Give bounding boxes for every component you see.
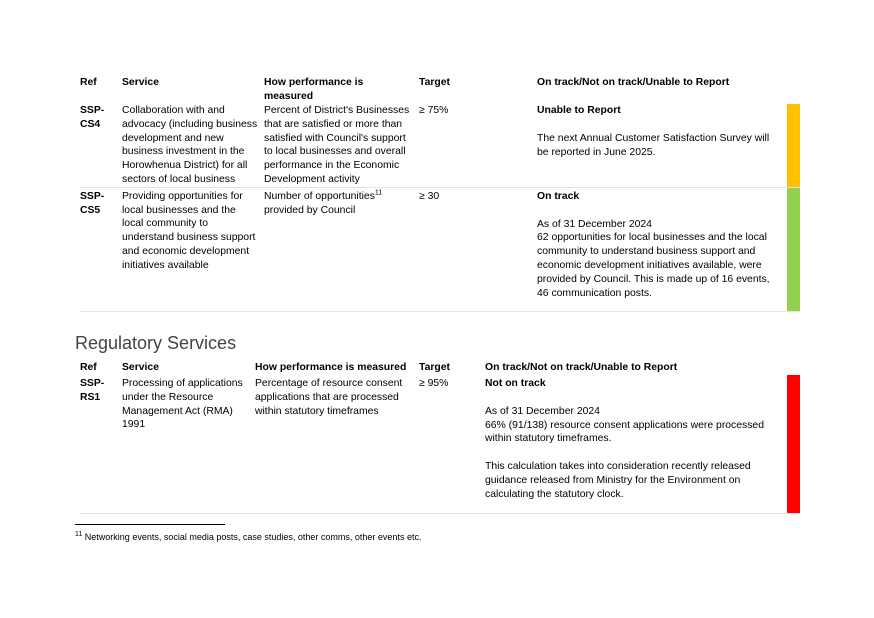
footnote-number: 11 xyxy=(75,531,83,538)
header-measure: How performance is measured xyxy=(264,77,364,102)
status-cell xyxy=(537,104,787,187)
status-cell xyxy=(485,375,787,513)
header-status: On track/Not on track/Unable to Report xyxy=(537,77,730,88)
status-comment: 62 opportunities for local businesses and the local community to understand business support and economic development initiatives available, were provided by Council. This is made up of 16 events, 46 communication posts. xyxy=(537,232,770,299)
table-row xyxy=(80,104,800,187)
footnote-text: Networking events, social media posts, case studies, other comms, other events etc. xyxy=(84,532,422,542)
table-row xyxy=(80,375,800,513)
section-title: Regulatory Services xyxy=(75,333,237,353)
table-row xyxy=(80,187,800,311)
status-label: On track xyxy=(537,190,580,202)
footnote-ref: 11 xyxy=(374,189,383,197)
regulatory-services-table xyxy=(80,361,800,514)
service-cell: Providing opportunities for local businesses and the local community to understand business support and economic development initiatives available xyxy=(122,187,264,311)
status-label: Not on track xyxy=(485,378,546,389)
footnote xyxy=(75,532,421,542)
status-comment: 66% (91/138) resource consent applications were processed within statutory timeframes. xyxy=(485,419,764,445)
header-measure: How performance is measured xyxy=(255,362,407,373)
header-service: Service xyxy=(122,362,159,373)
service-cell: Processing of applications under the Resource Management Act (RMA) 1991 xyxy=(122,375,255,513)
measure-cell: Percentage of resource consent applications that are processed within statutory timeframes xyxy=(255,375,419,513)
status-color-bar xyxy=(787,187,800,311)
measure-cell xyxy=(264,187,419,311)
header-service: Service xyxy=(122,77,159,88)
ref-cell: SSP-CS4 xyxy=(80,104,122,187)
status-cell xyxy=(537,187,787,311)
measure-text: Number of opportunities xyxy=(264,190,375,202)
status-label: Unable to Report xyxy=(537,105,621,116)
status-color-bar xyxy=(787,375,800,513)
measure-text-rest: provided by Council xyxy=(264,204,356,216)
status-date: As of 31 December 2024 xyxy=(485,405,600,417)
status-date: As of 31 December 2024 xyxy=(537,218,652,230)
status-color-bar xyxy=(787,104,800,187)
target-cell: ≥ 30 xyxy=(419,187,537,311)
header-ref: Ref xyxy=(80,362,97,373)
header-ref: Ref xyxy=(80,77,97,88)
status-comment-2: This calculation takes into consideration recently released guidance released from Ministry for the Environment on calculating the statutory clock. xyxy=(485,461,751,500)
header-status: On track/Not on track/Unable to Report xyxy=(485,362,678,373)
target-cell: ≥ 95% xyxy=(419,375,485,513)
ref-cell: SSP-CS5 xyxy=(80,187,122,311)
status-comment: The next Annual Customer Satisfaction Survey will be reported in June 2025. xyxy=(537,132,770,158)
header-target: Target xyxy=(419,362,450,373)
footnote-divider xyxy=(75,524,225,525)
ref-cell: SSP-RS1 xyxy=(80,375,122,513)
target-cell: ≥ 75% xyxy=(419,104,537,187)
service-cell: Collaboration with and advocacy (including business development and new business investment in the Horowhenua District) for all sectors of local business xyxy=(122,104,264,187)
header-target: Target xyxy=(419,77,450,88)
economic-development-table xyxy=(80,76,800,312)
measure-cell: Percent of District's Businesses that are satisfied or more than satisfied with Council's support to local businesses and overall performance in the Economic Development activity xyxy=(264,104,419,187)
